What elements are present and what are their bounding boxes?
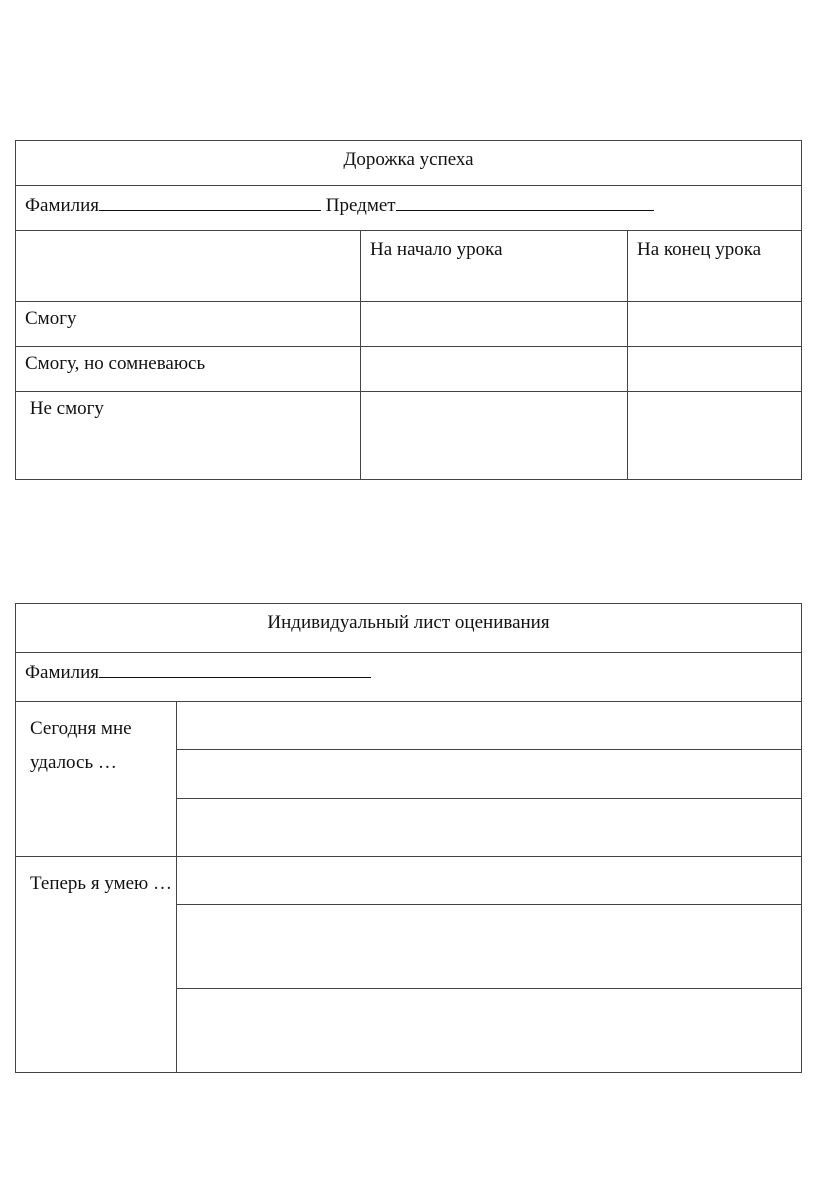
cell-doubt-start[interactable]	[361, 347, 628, 392]
today-line-2[interactable]	[177, 750, 802, 799]
surname-blank-2[interactable]	[99, 659, 371, 678]
section-now-label: Теперь я умею …	[16, 857, 177, 1073]
cell-can-start[interactable]	[361, 302, 628, 347]
section-today-label: Сегодня мне удалось …	[16, 702, 177, 857]
surname-label: Фамилия	[25, 195, 100, 216]
now-line-2[interactable]	[177, 905, 802, 989]
col-end-header: На конец урока	[628, 231, 802, 302]
surname-label-2: Фамилия	[25, 662, 100, 683]
success-path-form	[15, 140, 802, 480]
col-start-header: На начало урока	[361, 231, 628, 302]
cell-can-end[interactable]	[628, 302, 802, 347]
row-label-can: Смогу	[16, 302, 361, 347]
now-line-3[interactable]	[177, 989, 802, 1073]
form2-title: Индивидуальный лист оценивания	[16, 604, 802, 653]
subject-label: Предмет	[325, 195, 396, 216]
cell-cannot-start[interactable]	[361, 392, 628, 480]
today-line-1[interactable]	[177, 702, 802, 750]
header-empty-cell	[16, 231, 361, 302]
row-label-cannot: Не смогу	[16, 392, 361, 480]
row-label-doubt: Смогу, но сомневаюсь	[16, 347, 361, 392]
assessment-sheet-form	[15, 603, 802, 1073]
subject-blank[interactable]	[396, 192, 654, 211]
form2-name-row	[16, 653, 802, 702]
cell-doubt-end[interactable]	[628, 347, 802, 392]
today-line-3[interactable]	[177, 799, 802, 857]
now-line-1[interactable]	[177, 857, 802, 905]
form1-title: Дорожка успеха	[16, 141, 802, 186]
form1-name-subject-row	[16, 186, 802, 231]
surname-blank[interactable]	[99, 192, 321, 211]
cell-cannot-end[interactable]	[628, 392, 802, 480]
